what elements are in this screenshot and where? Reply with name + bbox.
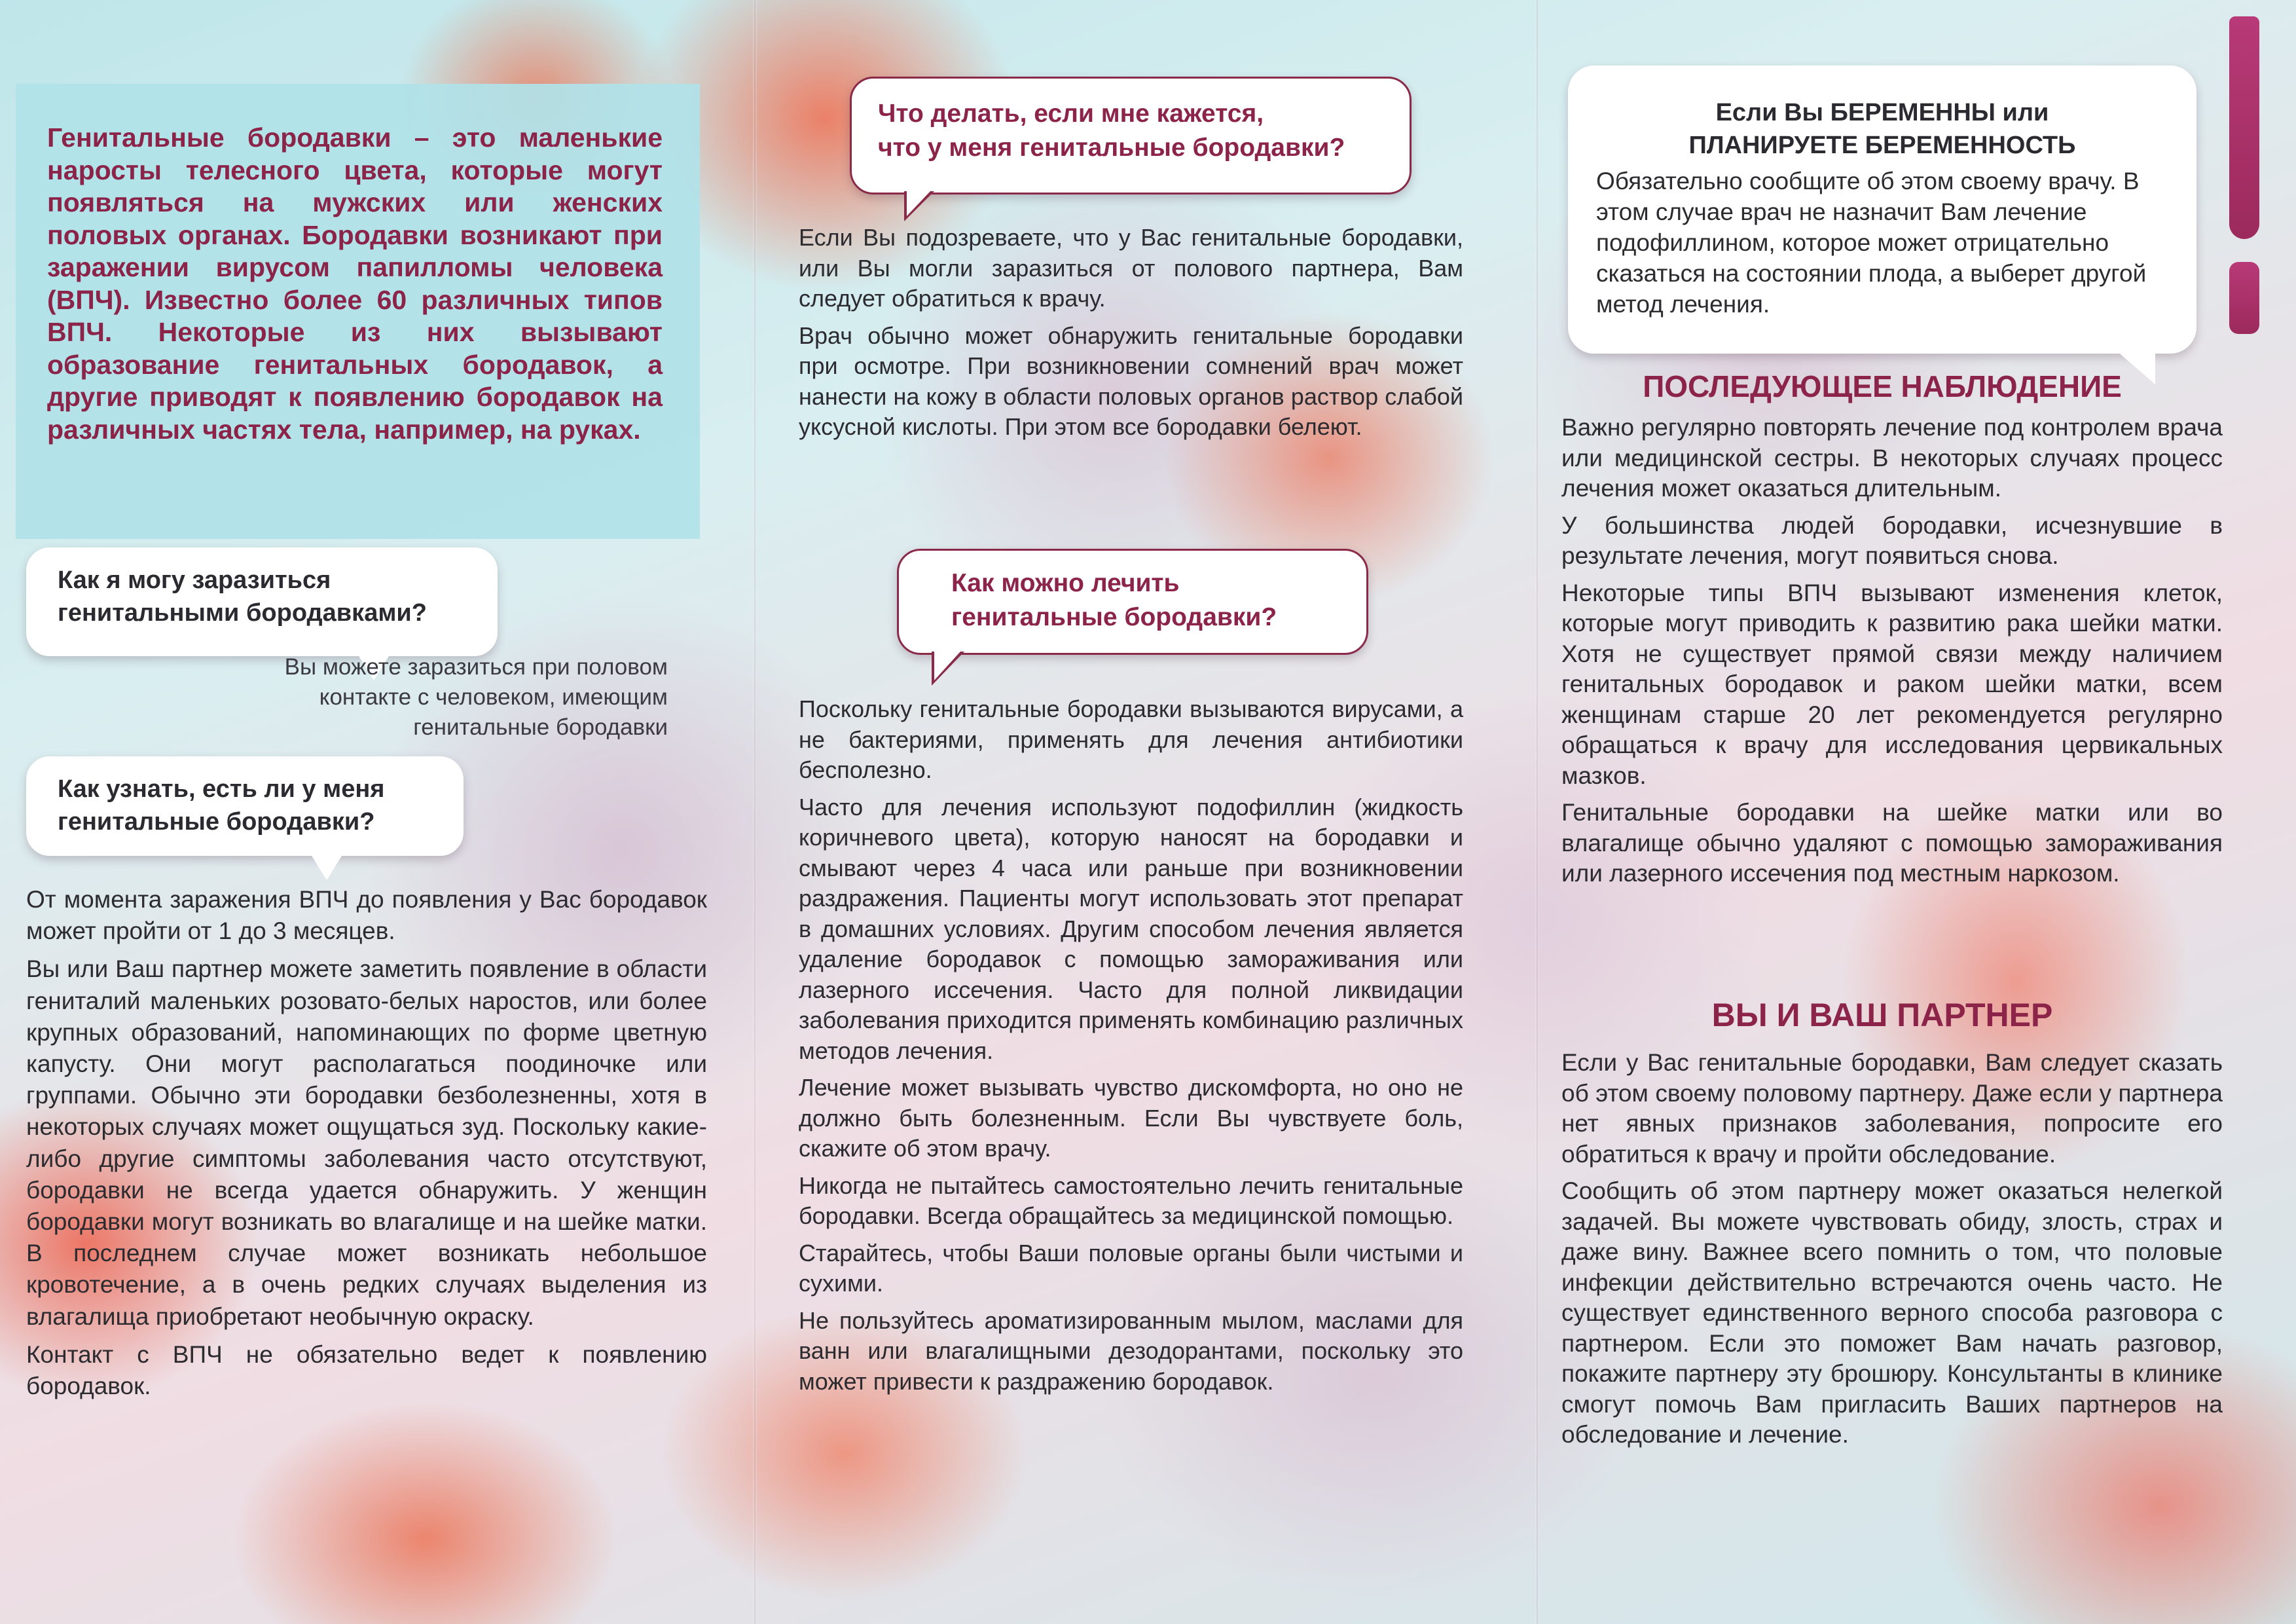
exclamation-dot-icon [2229, 262, 2259, 334]
paragraph: Генитальные бородавки на шейке матки или во влагалище обычно удаляют с помощью замораживания или лазерного иссечения под местным наркозом. [1561, 799, 2223, 887]
paragraph: Врач обычно может обнаружить генитальные бородавки при осмотре. При возникновении сомнений врач может нанести на кожу в области половых органов раствор слабой уксусной кислоты. При этом все бородавки белеют. [799, 322, 1463, 440]
pregnancy-text: Обязательно сообщите об этом своему врачу. В этом случае врач не назначит Вам лечение подофиллином, которое может отрицательно сказаться на состоянии плода, а выберет другой метод лечения. [1596, 168, 2147, 318]
question-treatment-line2: генитальные бородавки? [951, 603, 1277, 631]
followup-text [1561, 413, 2223, 896]
question-bubble-symptoms [26, 756, 464, 856]
paragraph: Если Вы подозреваете, что у Вас генитальные бородавки, или Вы могли заразиться от полового партнера, Вам следует обратиться к врачу. [799, 224, 1463, 312]
question-bubble-infection [26, 547, 498, 656]
paragraph: Если у Вас генитальные бородавки, Вам следует сказать об этом своему половому партнеру. Даже если у партнера нет явных признаков заболевания, попросите его обратиться к врачу и пройти обследование. [1561, 1049, 2223, 1168]
answer-infection: Вы можете заразиться при половом контакте с человеком, имеющим генитальные бородавки [284, 654, 668, 740]
paragraph: От момента заражения ВПЧ до появления у Вас бородавок может пройти от 1 до 3 месяцев. [26, 886, 707, 945]
question-symptoms-title: Как узнать, есть ли у меня генитальные бородавки? [58, 775, 385, 836]
question-what-to-do-line2: что у меня генитальные бородавки? [878, 134, 1345, 162]
paragraph: У большинства людей бородавки, исчезнувшие в результате лечения, могут появиться снова. [1561, 511, 2223, 569]
pregnancy-title-line2: ПЛАНИРУЕТЕ БЕРЕМЕННОСТЬ [1688, 132, 2076, 159]
bubble-tail-fill [934, 652, 960, 680]
paragraph: Контакт с ВПЧ не обязательно ведет к появлению бородавок. [26, 1340, 707, 1400]
symptoms-text [26, 884, 707, 1409]
paragraph: Важно регулярно повторять лечение под контролем врача или медицинской сестры. В некоторых случаях процесс лечения может оказаться длительным. [1561, 414, 2223, 502]
paragraph: Часто для лечения используют подофиллин (жидкость коричневого цвета), которую наносят на бородавки и смывают через 4 часа или раньше при возникновении раздражения. Пациенты могут использовать этот препарат в домашних условиях. Другим способом лечения является удаление бородавок с помощью замораживания или лазерного иссечения. Часто для полной ликвидации заболевания приходится применять комбинацию различных методов лечения. [799, 793, 1463, 1064]
pregnancy-title-line1: Если Вы БЕРЕМЕННЫ или [1715, 99, 2049, 126]
paragraph: Старайтесь, чтобы Ваши половые органы были чистыми и сухими. [799, 1239, 1463, 1297]
what-to-do-text [799, 223, 1463, 449]
partner-text [1561, 1048, 2223, 1457]
followup-heading: ПОСЛЕДУЮЩЕЕ НАБЛЮДЕНИЕ [1643, 369, 2122, 403]
partner-heading: ВЫ И ВАШ ПАРТНЕР [1711, 997, 2053, 1033]
question-treatment-line1: Как можно лечить [951, 569, 1180, 597]
treatment-text [799, 694, 1463, 1403]
intro-text: Генитальные бородавки – это маленькие наросты телесного цвета, которые могут появляться на мужских или женских половых органах. Бородавки возникают при заражении вирусом папилломы человека (ВПЧ). Известно более 60 различных типов ВПЧ. Некоторые из них вызывают образование генитальных бородавок, а другие приводят к появлению бородавок на различных частях тела, например, на руках. [47, 122, 663, 445]
question-bubble-what-to-do [850, 77, 1412, 194]
fold-line-right [1535, 0, 1539, 1624]
question-bubble-treatment [897, 549, 1368, 655]
paragraph: Никогда не пытайтесь самостоятельно лечить генитальные бородавки. Всегда обращайтесь за медицинской помощью. [799, 1172, 1463, 1229]
question-infection-title: Как я могу заразиться генитальными бородавками? [58, 566, 428, 627]
paragraph: Сообщить об этом партнеру может оказаться нелегкой задачей. Вы можете чувствовать обиду, злость, страх и даже вину. Важнее всего помнить о том, что половые инфекции действительно встречаются очень часто. Не существует единственного верного способа разговора с партнером. Если это поможет Вам начать разговор, покажите партнеру эту брошюру. Консультанты в клинике смогут помочь Вам пригласить Ваших партнеров на обследование и лечение. [1561, 1177, 2223, 1448]
question-what-to-do-line1: Что делать, если мне кажется, [878, 100, 1264, 128]
paragraph: Не пользуйтесь ароматизированным мылом, маслами для ванн или влагалищными дезодорантами, поскольку это может привести к раздражению бородавок. [799, 1306, 1463, 1395]
pregnancy-bubble [1568, 65, 2196, 354]
bubble-tail [310, 853, 344, 880]
exclamation-icon [2229, 16, 2259, 239]
bubble-tail-fill [907, 191, 930, 216]
paragraph: Поскольку генитальные бородавки вызываются вирусами, а не бактериями, применять для лечения антибиотики бесполезно. [799, 695, 1463, 783]
paragraph: Некоторые типы ВПЧ вызывают изменения клеток, которые могут приводить к развитию рака шейки матки. Хотя не существует прямой связи между наличием генитальных бородавок и раком шейки матки, всем женщинам старше 20 лет рекомендуется регулярно обращаться к врачу для исследования цервикальных мазков. [1561, 579, 2223, 789]
fold-line-left [753, 0, 757, 1624]
paragraph: Вы или Ваш партнер можете заметить появление в области гениталий маленьких розовато-белых наростов, или более крупных образований, напоминающих по форме цветную капусту. Они могут располагаться поодиночке или группами. Обычно эти бородавки безболезненны, хотя в некоторых случаях может ощущаться зуд. Поскольку какие-либо другие симптомы заболевания часто отсутствуют, бородавки не всегда удается обнаружить. У женщин бородавки могут возникать во влагалище и на шейке матки. В последнем случае может возникать небольшое кровотечение, а в очень редких случаях выделения из влагалища приобретают необычную окраску. [26, 955, 707, 1330]
paragraph: Лечение может вызывать чувство дискомфорта, но оно не должно быть болезненным. Если Вы чувствуете боль, скажите об этом врачу. [799, 1074, 1463, 1162]
